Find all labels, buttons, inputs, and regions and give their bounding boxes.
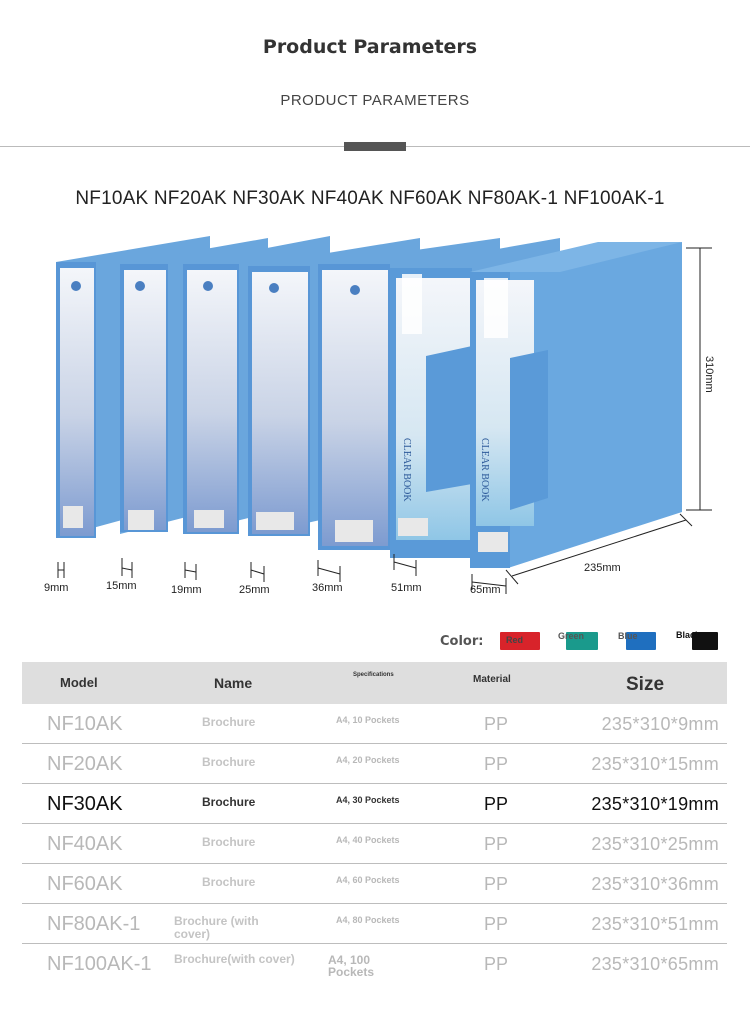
cell-spec: A4, 80 Pockets (336, 915, 400, 925)
thickness-label: 36mm (312, 582, 343, 594)
cell-name: Brochure (202, 715, 256, 729)
cell-model: NF100AK-1 (47, 953, 152, 975)
spine-label-2: CLEAR BOOK (401, 438, 412, 502)
swatch-label-blue: Blue (618, 631, 638, 641)
thickness-label: 51mm (391, 582, 422, 594)
cell-material: PP (484, 754, 509, 774)
binder-nf100ak-1 (470, 242, 682, 568)
header-spec: Specifications (353, 672, 394, 678)
cell-spec: A4, 10 Pockets (336, 715, 400, 725)
table-row (22, 744, 727, 784)
cell-name: Brochure (202, 755, 256, 769)
table-header (22, 662, 727, 704)
header-name: Name (214, 675, 253, 691)
cell-size: 235*310*25mm (591, 834, 719, 854)
table-row (22, 784, 727, 824)
cell-size: 235*310*15mm (591, 754, 719, 774)
header-material: Material (473, 674, 511, 685)
table-row (22, 944, 727, 984)
cell-size: 235*310*9mm (601, 714, 719, 734)
table-row (22, 864, 727, 904)
cell-model: NF30AK (47, 793, 123, 815)
product-image (0, 228, 750, 608)
cell-spec: A4, 20 Pockets (336, 755, 400, 765)
height-label: 310mm (703, 356, 715, 393)
cell-size: 235*310*19mm (591, 794, 719, 814)
cell-name: Brochure (202, 835, 256, 849)
table-row (22, 904, 727, 944)
thickness-label: 9mm (44, 582, 69, 594)
cell-material: PP (484, 834, 509, 854)
cell-size: 235*310*36mm (591, 874, 719, 894)
cell-model: NF60AK (47, 873, 123, 895)
table-row (22, 824, 727, 864)
cell-material: PP (484, 794, 509, 814)
cell-material: PP (484, 914, 509, 934)
swatch-label-red: Red (506, 635, 524, 645)
cell-spec: A4, 40 Pockets (336, 835, 400, 845)
page-title: Product Parameters (262, 36, 478, 58)
cell-model: NF80AK-1 (47, 913, 141, 935)
width-label: 235mm (584, 562, 621, 574)
thickness-label: 25mm (239, 584, 270, 596)
thickness-label: 65mm (470, 584, 501, 596)
models-line: NF10AK NF20AK NF30AK NF40AK NF60AK NF80AK-1 NF100AK-1 (75, 188, 665, 209)
parameters-table (22, 662, 727, 984)
cell-spec: A4, 30 Pockets (336, 795, 400, 805)
cell-name: Brochure(with cover) (174, 952, 295, 966)
cell-size: 235*310*65mm (591, 954, 719, 974)
cell-model: NF10AK (47, 713, 123, 735)
swatch-label-black: Black (676, 630, 701, 640)
thickness-label: 15mm (106, 580, 137, 592)
header-size: Size (626, 674, 665, 695)
color-options (440, 632, 740, 652)
color-label: Color: (440, 634, 484, 649)
cell-model: NF40AK (47, 833, 123, 855)
binders-illustration (0, 228, 750, 608)
table-row (22, 704, 727, 744)
header-model: Model (60, 675, 98, 690)
cell-name: Brochure (202, 795, 256, 809)
cell-material: PP (484, 714, 509, 734)
cell-name: Brochure (with cover) (174, 914, 259, 941)
swatch-label-green: Green (558, 631, 585, 641)
divider-accent (344, 142, 406, 151)
cell-name: Brochure (202, 875, 256, 889)
thickness-label: 19mm (171, 584, 202, 596)
cell-spec: A4, 100 Pockets (328, 953, 375, 979)
spine-label: CLEAR BOOK (479, 438, 490, 502)
cell-spec: A4, 60 Pockets (336, 875, 400, 885)
cell-model: NF20AK (47, 753, 123, 775)
cell-material: PP (484, 874, 509, 894)
page-subtitle: PRODUCT PARAMETERS (280, 92, 470, 109)
cell-size: 235*310*51mm (591, 914, 719, 934)
cell-material: PP (484, 954, 509, 974)
